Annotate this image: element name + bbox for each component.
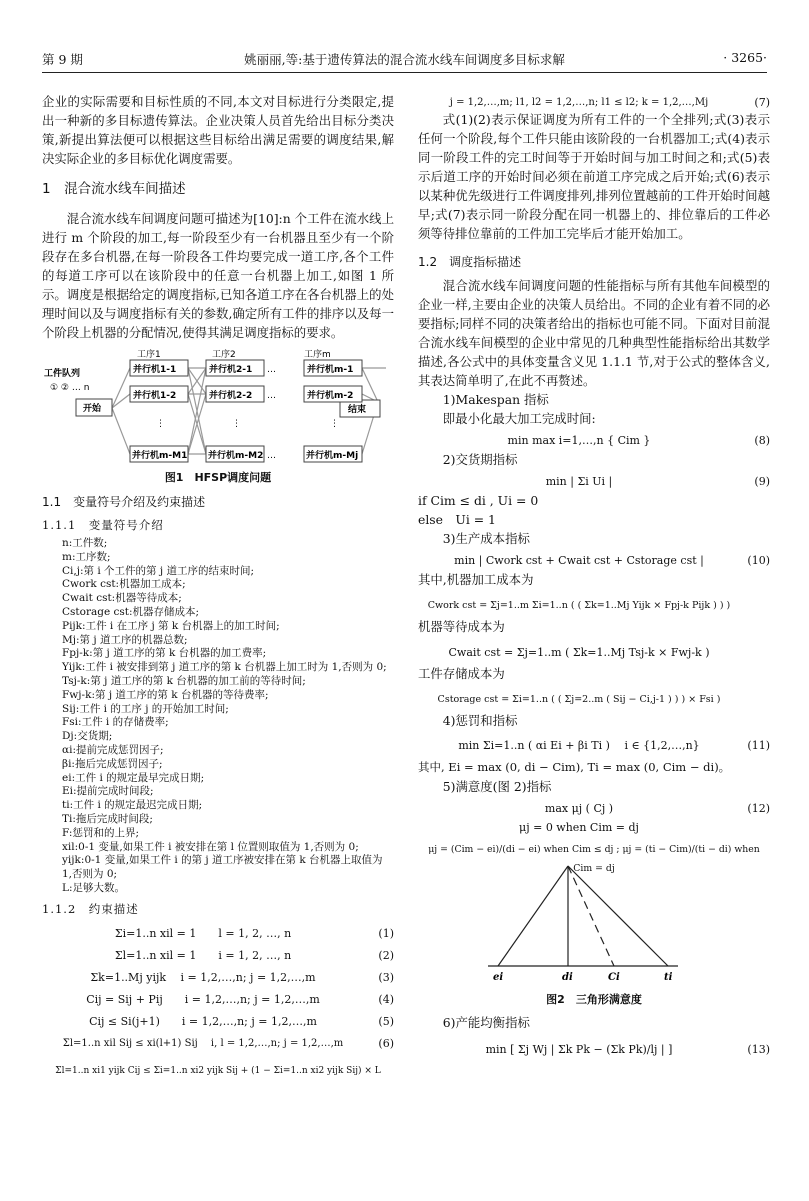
section-1-heading: 1 混合流水线车间描述 bbox=[42, 181, 186, 197]
job-queue-items: ① ② … n bbox=[50, 383, 90, 393]
equation-10-formula: min | Cwork cst + Cwait cst + Cstorage cst | bbox=[454, 554, 704, 567]
variable-item: Fsi:工件 i 的存储费率; bbox=[62, 716, 169, 729]
constraint-number: (3) bbox=[378, 970, 394, 984]
satisfaction-zero-expr: μj = 0 when Cim = dj bbox=[519, 821, 639, 834]
variable-item: m:工序数; bbox=[62, 550, 111, 563]
machine-1-1-label: 并行机1-1 bbox=[133, 365, 177, 375]
intro-paragraph: 企业的实际需要和目标性质的不同,本文对目标进行分类限定,提出一种新的多目标遗传算法。企业决策人员首先给出目标分类决策,新提出算法便可以根据这些目标给出满足需要的调度结果,解决实际企业的多目标优化调度需要。 bbox=[42, 94, 394, 166]
work-cost-label: 其中,机器加工成本为 bbox=[418, 572, 534, 587]
page-number: · 3265· bbox=[723, 50, 767, 65]
satisfaction-piecewise bbox=[418, 836, 770, 874]
machine-1-m-label: 并行机m-M1 bbox=[132, 451, 188, 461]
variable-item: βi:拖后完成惩罚因子; bbox=[62, 757, 163, 770]
equation-7-formula: j = 1,2,…,m; l1, l2 = 1,2,…,n; l1 ≤ l2; k = 1,2,…,Mj bbox=[449, 97, 709, 108]
equation-11 bbox=[418, 730, 770, 758]
variable-item: Ti:拖后完成时间段; bbox=[62, 812, 153, 825]
satisfaction-zero bbox=[418, 818, 770, 836]
constraint-equation bbox=[42, 987, 394, 1009]
indicator-1-title: 1)Makespan 指标 bbox=[442, 392, 549, 407]
equation-12-number: (12) bbox=[747, 802, 770, 815]
variable-item: yijk:0-1 变量,如果工件 i 的第 j 道工序被安排在第 k 台机器上取值为 1,否则为 0; bbox=[62, 854, 383, 881]
equation-12 bbox=[418, 796, 770, 818]
constraint-number: (1) bbox=[378, 926, 394, 940]
equation-7-number: (7) bbox=[754, 96, 770, 109]
machine-m-1-label: 并行机m-1 bbox=[307, 365, 354, 375]
constraint-number: (5) bbox=[378, 1014, 394, 1028]
constraint-formula: Cij = Sij + Pij i = 1,2,…,n; j = 1,2,…,m bbox=[86, 992, 320, 1006]
constraint-formula: Σl=1..n xi1 yijk Cij ≤ Σi=1..n xi2 yijk Sij + (1 − Σi=1..n xi2 yijk Sij) × L bbox=[55, 1065, 381, 1076]
figure-2 bbox=[418, 862, 770, 988]
dots-row-3: … bbox=[267, 451, 276, 461]
machine-2-m-label: 并行机m-M2 bbox=[208, 451, 264, 461]
constraint-number: (4) bbox=[378, 992, 394, 1006]
equation-9 bbox=[418, 469, 770, 491]
equation-11-number: (11) bbox=[747, 739, 770, 752]
subsection-1-2: 1.2 调度指标描述 bbox=[418, 255, 522, 269]
subsection-1-1-2: 1.1.2 约束描述 bbox=[42, 901, 139, 916]
running-title: 姚丽丽,等:基于遗传算法的混合流水线车间调度多目标求解 bbox=[244, 52, 565, 67]
rising-edge bbox=[498, 866, 568, 966]
constraint-equation bbox=[42, 1059, 394, 1087]
variable-item: Ci,j:第 i 个工件的第 j 道工序的结束时间; bbox=[62, 564, 255, 577]
constraint-equation bbox=[42, 921, 394, 943]
equation-8-number: (8) bbox=[754, 434, 770, 447]
right-column bbox=[418, 92, 770, 1060]
equation-12-formula: max μj ( Cj ) bbox=[544, 802, 614, 815]
dots-row-1: … bbox=[267, 365, 276, 375]
stage-1-vdots: ⋮ bbox=[156, 419, 165, 429]
wait-cost-label: 机器等待成本为 bbox=[418, 619, 505, 634]
equation-9-formula: min | Σi Ui | bbox=[545, 475, 613, 488]
dots-row-2: … bbox=[267, 391, 276, 401]
hfsp-diagram bbox=[42, 346, 394, 466]
stage-2-vdots: ⋮ bbox=[232, 419, 241, 429]
variable-item: ei:工件 i 的规定最早完成日期; bbox=[62, 771, 205, 784]
indicator-5-title: 5)满意度(图 2)指标 bbox=[442, 779, 552, 794]
due-else-clause: else Ui = 1 bbox=[418, 512, 496, 527]
constraint-equation bbox=[42, 1009, 394, 1031]
issue-number: 第 9 期 bbox=[42, 52, 83, 67]
constraint-number: (6) bbox=[378, 1036, 394, 1050]
equation-13-formula: min [ Σj Wj | Σk Pk − (Σk Pk)/lj | ] bbox=[485, 1043, 673, 1056]
machine-1-2-label: 并行机1-2 bbox=[133, 391, 177, 401]
indicator-3-title: 3)生产成本指标 bbox=[442, 531, 530, 546]
completion-line bbox=[568, 866, 614, 966]
variable-item: n:工件数; bbox=[62, 537, 108, 549]
equation-10 bbox=[418, 548, 770, 570]
subsection-1-1: 1.1 变量符号介绍及约束描述 bbox=[42, 495, 206, 509]
label-t: ti bbox=[664, 972, 673, 983]
indicator-2-title: 2)交货期指标 bbox=[442, 452, 518, 467]
equation-13-number: (13) bbox=[747, 1043, 770, 1056]
variable-item: Sij:工件 i 的工序 j 的开始加工时间; bbox=[62, 702, 229, 715]
penalty-definition: 其中, Ei = max (0, di − Cim), Ti = max (0, Cim − di)。 bbox=[418, 760, 731, 774]
end-label: 结束 bbox=[348, 405, 367, 415]
constraint-equation bbox=[42, 965, 394, 987]
variable-item: Dj:交货期; bbox=[62, 730, 113, 743]
variable-item: F:惩罚和的上界; bbox=[62, 826, 139, 839]
due-if-clause: if Cim ≤ di , Ui = 0 bbox=[418, 493, 539, 508]
variable-item: Ei:提前完成时间段; bbox=[62, 785, 154, 798]
equation-11-formula: min Σi=1..n ( αi Ei + βi Ti ) i ∈ {1,2,…,n} bbox=[458, 739, 700, 752]
header-rule bbox=[42, 72, 767, 73]
variable-item: Mj:第 j 道工序的机器总数; bbox=[62, 633, 188, 646]
falling-edge bbox=[568, 866, 668, 966]
wait-cost-formula bbox=[418, 636, 770, 664]
constraint-equation bbox=[42, 943, 394, 965]
work-cost-expr: Cwork cst = Σj=1..m Σi=1..n ( ( Σk=1..Mj Yijk × Fpj-k Pijk ) ) ) bbox=[427, 600, 731, 611]
index-description: 混合流水线车间调度问题的性能指标与所有其他车间模型的企业一样,主要由企业的决策人员给出。不同的企业有着不同的必要指标;同样不同的决策者给出的指标也可能不同。下面对目前混合流水线车间模型的企业中常见的几种典型性能指标给出其数学描述,各公式中的具体变量含义见 1.1.1 节,对于公式的整体含义,其表达简单明了,在此不再赘述。 bbox=[418, 278, 770, 388]
figure-1 bbox=[42, 346, 394, 466]
variable-item: Cwork cst:机器加工成本; bbox=[62, 578, 186, 591]
variable-item: Pijk:工件 i 在工序 j 第 k 台机器上的加工时间; bbox=[62, 619, 280, 632]
running-header bbox=[42, 50, 767, 68]
indicator-6-title: 6)产能均衡指标 bbox=[442, 1015, 530, 1030]
constraint-equation bbox=[42, 1031, 394, 1059]
storage-cost-formula bbox=[418, 683, 770, 711]
variable-item: αi:提前完成惩罚因子; bbox=[62, 743, 164, 756]
constraint-formula: Cij ≤ Si(j+1) i = 1,2,…,n; j = 1,2,…,m bbox=[89, 1014, 317, 1028]
variable-item: xil:0-1 变量,如果工件 i 被安排在第 l 位置则取值为 1,否则为 0; bbox=[62, 840, 359, 853]
variable-item: Cwait cst:机器等待成本; bbox=[62, 592, 182, 605]
triangle-satisfaction-chart bbox=[418, 862, 770, 988]
job-queue-label: 工件队列 bbox=[44, 369, 81, 379]
constraint-equations bbox=[42, 921, 394, 1087]
stage-1-label: 工序1 bbox=[137, 350, 161, 360]
equation-8-formula: min max i=1,…,n { Cim } bbox=[507, 434, 651, 447]
label-e: ei bbox=[493, 972, 504, 983]
equation-10-number: (10) bbox=[747, 554, 770, 567]
equation-8 bbox=[418, 428, 770, 450]
variable-item: L:足够大数。 bbox=[62, 881, 126, 894]
constraint-formula: Σl=1..n xil Sij ≤ xi(l+1) Sij i, l = 1,2,…,n; j = 1,2,…,m bbox=[62, 1037, 344, 1049]
variable-item: Fwj-k:第 j 道工序的第 k 台机器的等待费率; bbox=[62, 688, 269, 701]
wait-cost-expr: Cwait cst = Σj=1..m ( Σk=1..Mj Tsj-k × Fwj-k ) bbox=[448, 646, 710, 659]
machine-m-m-label: 并行机m-Mj bbox=[306, 451, 359, 461]
figure-1-caption: 图1 HFSP调度问题 bbox=[164, 471, 272, 484]
stage-2-label: 工序2 bbox=[212, 350, 236, 360]
variable-item: Tsj-k:第 j 道工序的第 k 台机器的加工前的等待时间; bbox=[62, 674, 306, 687]
equation-13 bbox=[418, 1032, 770, 1060]
variable-item: Fpj-k:第 j 道工序的第 k 台机器的加工费率; bbox=[62, 647, 267, 660]
label-c: Ci bbox=[608, 972, 620, 983]
stage-m-label: 工序m bbox=[304, 350, 331, 360]
subsection-1-1-1: 1.1.1 变量符号介绍 bbox=[42, 518, 164, 532]
variable-list bbox=[42, 537, 394, 896]
storage-cost-expr: Cstorage cst = Σi=1..n ( ( Σj=2..m ( Sij − Ci,j-1 ) ) ) × Fsi ) bbox=[437, 694, 721, 705]
constraint-number: (2) bbox=[378, 948, 394, 962]
constraint-explanation: 式(1)(2)表示保证调度为所有工件的一个全排列;式(3)表示任何一个阶段,每个工件只能由该阶段的一台机器加工;式(4)表示同一阶段工件的完工时间等于开始时间与加工时间之和;式(5)表示后道工序的开始时间必须在前道工序完成之后开始;式(6)表示以某种优先级进行工件调度排列,排列位置越前的工件开始时间越早;式(7)表示同一阶段分配在同一机器上的、排位靠后的工件必须等待排位靠前的工件加工完毕后才能开始加工。 bbox=[418, 112, 770, 241]
variable-item: Cstorage cst:机器存储成本; bbox=[62, 605, 200, 618]
variable-item: ti:工件 i 的规定最迟完成日期; bbox=[62, 799, 203, 812]
stage-m-vdots: ⋮ bbox=[330, 419, 339, 429]
equation-7 bbox=[418, 90, 770, 110]
machine-2-2-label: 并行机2-2 bbox=[209, 391, 253, 401]
figure-2-caption: 图2 三角形满意度 bbox=[546, 993, 642, 1006]
indicator-1-desc: 即最小化最大加工完成时间: bbox=[442, 411, 596, 426]
constraint-formula: Σk=1..Mj yijk i = 1,2,…,n; j = 1,2,…,m bbox=[90, 970, 316, 984]
indicator-4-title: 4)惩罚和指标 bbox=[442, 713, 518, 728]
section-1-paragraph: 混合流水线车间调度问题可描述为[10]:n 个工件在流水线上进行 m 个阶段的加工,每一阶段至少有一台机器且至少有一个阶段存在多台机器,在每一阶段各工件均要完成一道工序,各个工件的每道工序可以在该阶段中的任意一台机器上加工,如图 1 所示。调度是根据给定的调度指标,已知各道工序在各台机器上的处理时间以及与调度指标有关的参数,确定所有工件的排序以及每一个阶段上机器的分配情况,使得其满足调度指标的要求。 bbox=[42, 211, 394, 340]
machine-2-1-label: 并行机2-1 bbox=[209, 365, 253, 375]
left-column bbox=[42, 92, 394, 1087]
storage-cost-label: 工件存储成本为 bbox=[418, 666, 505, 681]
machine-m-2-label: 并行机m-2 bbox=[307, 391, 354, 401]
constraint-formula: Σl=1..n xil = 1 i = 1, 2, …, n bbox=[114, 948, 292, 962]
work-cost-formula bbox=[418, 589, 770, 617]
constraint-formula: Σi=1..n xil = 1 l = 1, 2, …, n bbox=[114, 926, 292, 940]
satisfaction-piecewise-expr: μj = (Cim − ei)/(di − ei) when Cim ≤ dj ; μj = (ti − Cim)/(ti − di) when Cim = dj bbox=[428, 844, 760, 874]
equation-9-number: (9) bbox=[754, 475, 770, 488]
variable-item: Yijk:工件 i 被安排到第 j 道工序的第 k 台机器上加工时为 1,否则为 0; bbox=[62, 661, 387, 674]
label-d: di bbox=[562, 972, 573, 983]
start-label: 开始 bbox=[83, 404, 102, 414]
